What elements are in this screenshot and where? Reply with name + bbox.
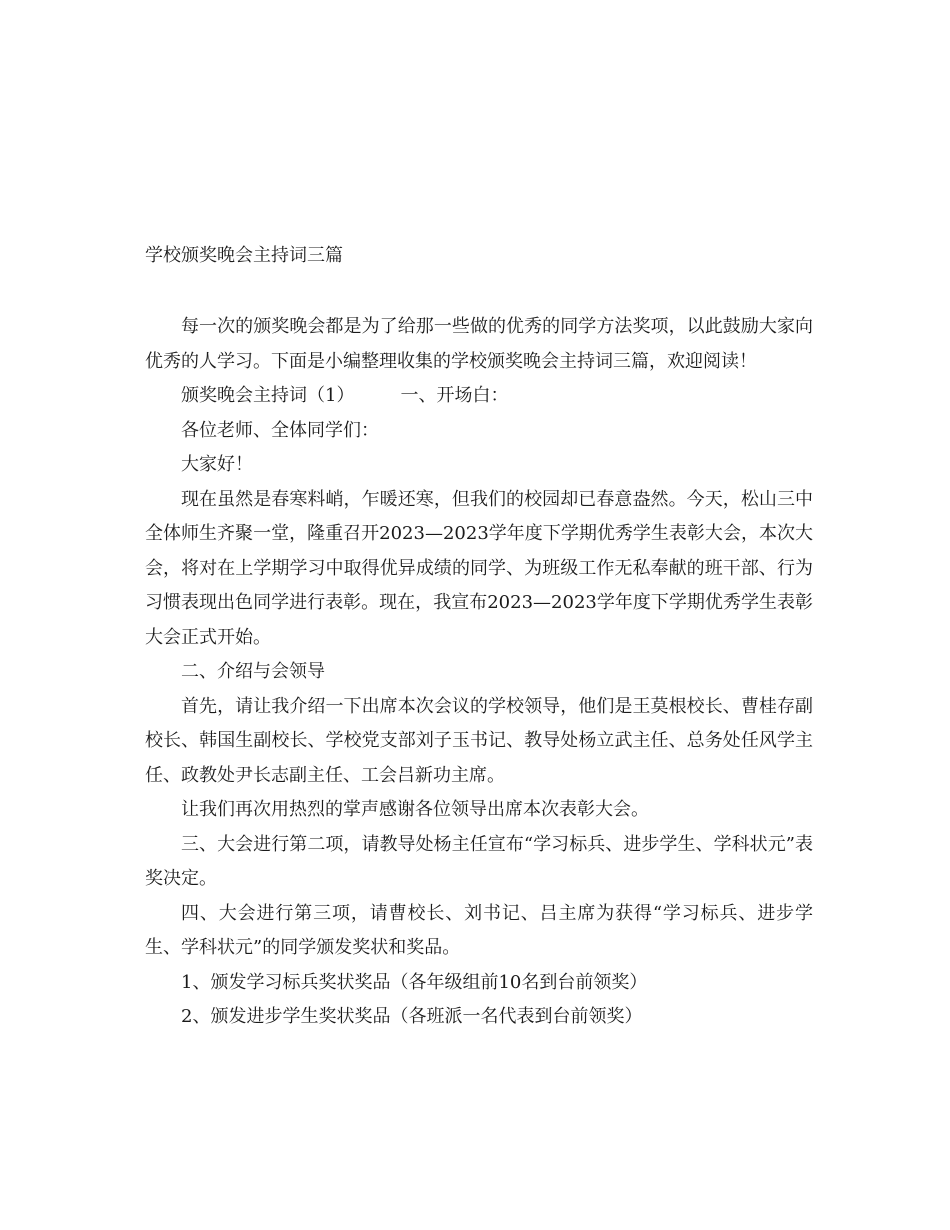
- section-heading: 颁奖晚会主持词（1）: [181, 385, 355, 406]
- opening-heading: 一、开场白：: [400, 385, 509, 406]
- leaders-heading: 二、介绍与会领导: [181, 661, 325, 682]
- document-title: 学校颁奖晚会主持词三篇: [145, 245, 343, 266]
- greeting-paragraph: 各位老师、全体同学们：: [181, 419, 379, 441]
- hello-paragraph: 大家好！: [181, 454, 253, 475]
- document-body: [145, 310, 813, 1035]
- item-four-paragraph: 四、大会进行第三项，请曹校长、刘书记、吕主席为获得“学习标兵、进步学生、学科状元”的同学颁发奖状和奖品。: [145, 902, 813, 958]
- section-heading-line: [145, 379, 813, 414]
- leaders-paragraph: 首先，请让我介绍一下出席本次会议的学校领导，他们是王莫根校长、曹桂存副校长、韩国生副校长、学校党支部刘子玉书记、教导处杨立武主任、总务处任风学主任、政教处尹长志副主任、工会吕新功主席。: [145, 695, 813, 786]
- thanks-paragraph: 让我们再次用热烈的掌声感谢各位领导出席本次表彰大会。: [181, 799, 649, 820]
- opening-paragraph: 现在虽然是春寒料峭，乍暖还寒，但我们的校园却已春意盎然。今天，松山三中全体师生齐聚一堂，隆重召开2023—2023学年度下学期优秀学生表彰大会，本次大会，将对在上学期学习中取得优异成绩的同学、为班级工作无私奉献的班干部、行为习惯表现出色同学进行表彰。现在，我宣布2023—2023学年度下学期优秀学生表彰大会正式开始。: [145, 488, 813, 648]
- award-item-2: 2、颁发进步学生奖状奖品（各班派一名代表到台前领奖）: [181, 1006, 643, 1027]
- award-item-1: 1、颁发学习标兵奖状奖品（各年级组前10名到台前领奖）: [181, 971, 648, 993]
- intro-paragraph: 每一次的颁奖晚会都是为了给那一些做的优秀的同学方法奖项，以此鼓励大家向优秀的人学习。下面是小编整理收集的学校颁奖晚会主持词三篇，欢迎阅读！: [145, 316, 813, 372]
- item-three-paragraph: 三、大会进行第二项，请教导处杨主任宣布“学习标兵、进步学生、学科状元”表奖决定。: [145, 833, 813, 889]
